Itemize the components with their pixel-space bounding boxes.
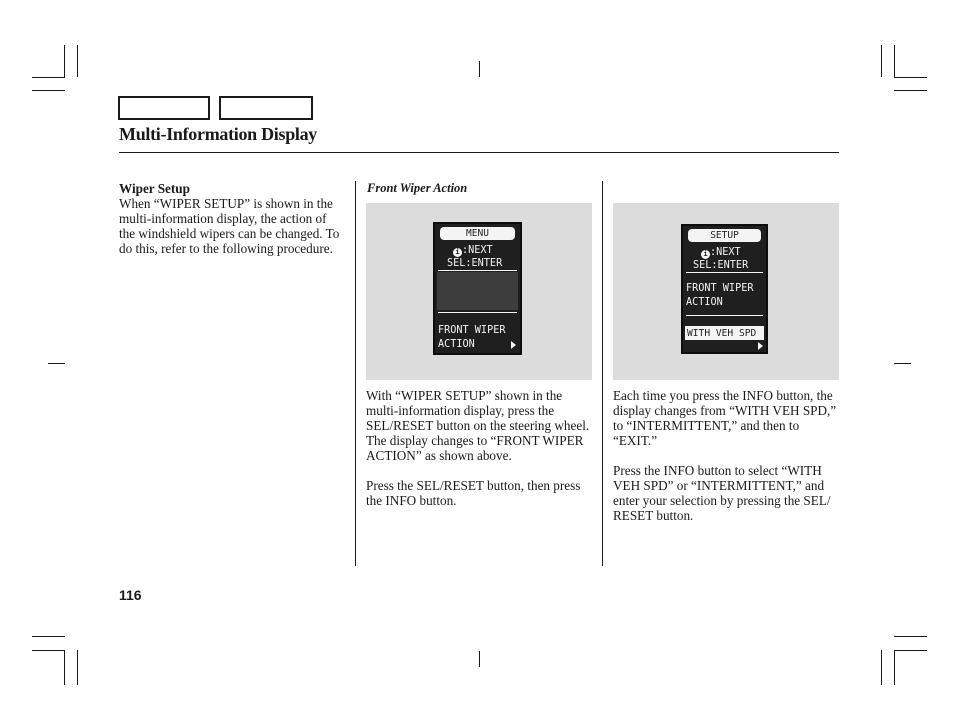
- page-title: Multi-Information Display: [119, 124, 318, 144]
- lcd-header: MENU: [440, 227, 515, 240]
- lcd-display-menu: [433, 222, 522, 355]
- info-icon: i: [701, 250, 710, 259]
- right-paragraph-2: Press the INFO button to select “WITH VEH SPD” or “INTERMITTENT,” and enter your selection by pressing the SEL/ RESET button.: [613, 463, 831, 523]
- right-arrow-icon: [758, 342, 763, 350]
- middle-paragraph-2: Press the SEL/RESET button, then press the INFO button.: [366, 478, 581, 508]
- column-divider-2: [602, 181, 603, 566]
- header-rule: [119, 152, 839, 153]
- lcd-line-enter: SEL:ENTER: [447, 258, 503, 269]
- section-subhead: Wiper Setup: [119, 181, 190, 196]
- column-divider-1: [355, 181, 356, 566]
- left-column: [119, 181, 344, 256]
- middle-column: [366, 388, 592, 523]
- lcd-selected-option: WITH VEH SPD: [685, 326, 764, 340]
- middle-paragraph-1: With “WIPER SETUP” shown in the multi-information display, press the SEL/RESET button on the steering wheel. The display changes to “FRONT WIPER ACTION” as shown above.: [366, 388, 590, 463]
- lcd-display-setup: [681, 224, 768, 354]
- header-tab-box-1: [118, 96, 210, 120]
- info-icon: i: [453, 248, 462, 257]
- lcd-divider: [438, 270, 517, 271]
- lcd-line-bottom1: FRONT WIPER: [438, 325, 506, 336]
- page-number: 116: [119, 587, 142, 603]
- lcd-line-next: i :NEXT: [453, 244, 493, 257]
- intro-text: When “WIPER SETUP” is shown in the multi-information display, the action of the windshield wipers can be changed. To do this, refer to the following procedure.: [119, 196, 340, 256]
- right-paragraph-1: Each time you press the INFO button, the display changes from “WITH VEH SPD,” to “INTERMITTENT,” and then to “EXIT.”: [613, 388, 837, 448]
- lcd-divider: [686, 315, 763, 316]
- figure-panel-menu: [366, 203, 592, 380]
- figure-caption: Front Wiper Action: [367, 181, 468, 195]
- right-arrow-icon: [511, 341, 516, 349]
- figure-panel-setup: [613, 203, 839, 380]
- lcd-blank-area: [437, 272, 518, 310]
- lcd-line-next: i :NEXT: [701, 246, 741, 259]
- lcd-line-bottom2: ACTION: [438, 339, 475, 350]
- lcd-line-enter: SEL:ENTER: [693, 260, 749, 271]
- lcd-divider: [686, 272, 763, 273]
- lcd-divider: [438, 312, 517, 313]
- lcd-line-mid1: FRONT WIPER: [686, 283, 754, 294]
- header-tab-box-2: [219, 96, 313, 120]
- lcd-header: SETUP: [688, 229, 761, 242]
- lcd-line-mid2: ACTION: [686, 297, 723, 308]
- right-column: [613, 388, 839, 538]
